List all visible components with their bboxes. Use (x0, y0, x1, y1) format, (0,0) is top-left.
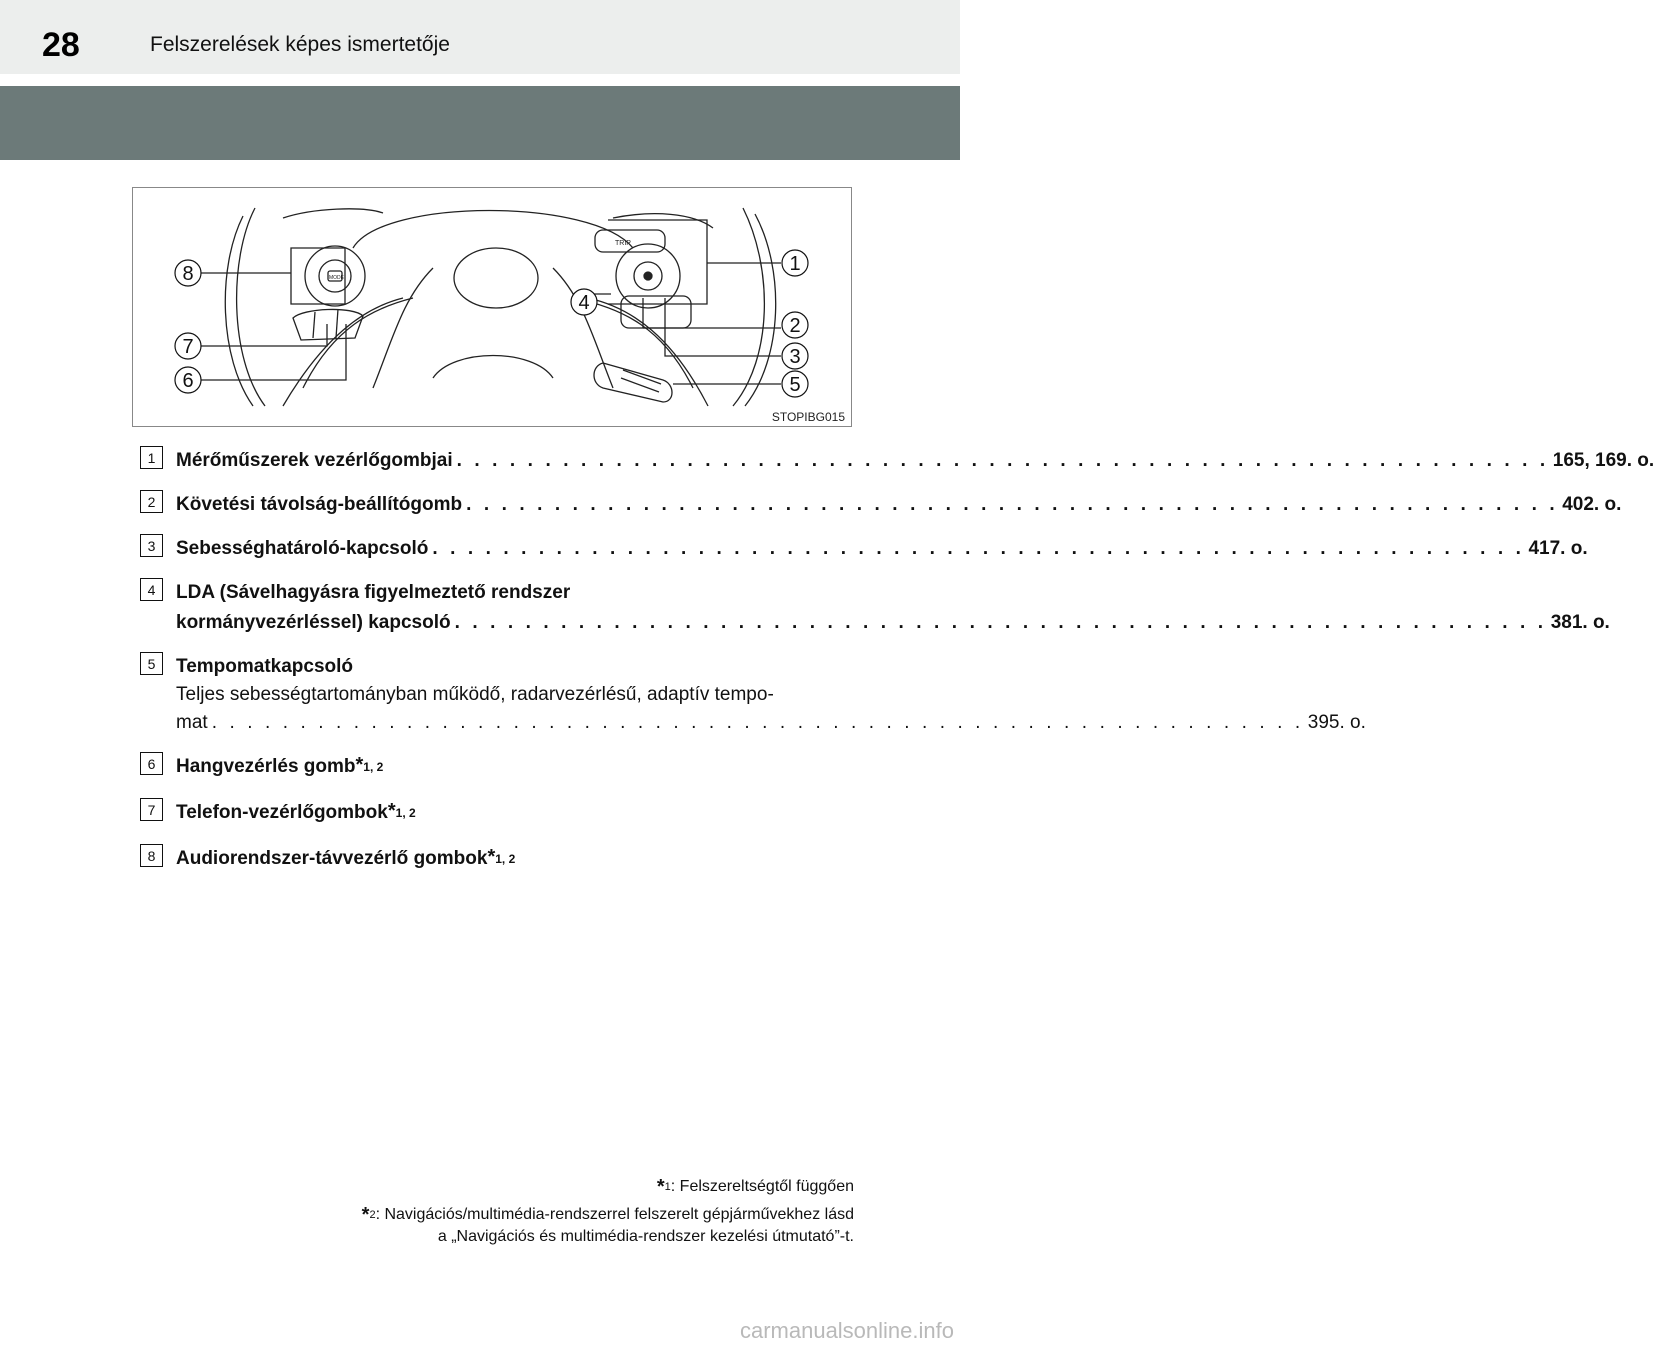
steering-wheel-figure (132, 187, 852, 427)
trip-button-label: TRIP (615, 240, 631, 247)
item-number: 2 (140, 490, 163, 513)
header-band (0, 86, 960, 160)
leader-dots: . . . . . . . . . . . . . . . . . . . . . . . . . . . . . . . . . . . . . . . . . . . . . . . . . . . . . . . . . . . . . . (211, 712, 1304, 733)
item-number: 8 (140, 844, 163, 867)
page-reference[interactable]: 402. o. (1562, 494, 1622, 515)
list-item (140, 534, 1588, 564)
callout-3 (782, 343, 808, 369)
callout-4 (571, 289, 597, 315)
footnote-1: *$^1$: Felszereltségtől függően (656, 1176, 854, 1198)
svg-text:5: 5 (789, 374, 801, 396)
svg-text:2: 2 (789, 315, 801, 337)
item-label-line1: LDA (Sávelhagyásra figyelmeztető rendszer (176, 582, 571, 603)
item-number: 6 (140, 752, 163, 775)
item-label: Sebességhatároló-kapcsoló (176, 538, 429, 559)
page-header (0, 0, 960, 74)
list-item (140, 490, 1622, 520)
svg-text:6: 6 (182, 370, 194, 392)
list-item (140, 844, 860, 876)
watermark: carmanualsonline.info (739, 1318, 954, 1343)
svg-text:7: 7 (182, 336, 194, 358)
list-item (140, 446, 1654, 476)
item-number: 1 (140, 446, 163, 469)
footnote-marker: *1, 2 (355, 754, 384, 776)
footnote-2: *$^2$: Navigációs/multimédia-rendszerrel felszerelt gépjárművekhez lásd a „Navigációs és multimédia-rendszer kezelési útmutató”-t. (361, 1204, 854, 1245)
figure-code: STOPIBG015 (771, 410, 845, 424)
item-number: 3 (140, 534, 163, 557)
mode-button-label: MODE (329, 275, 344, 281)
leader-dots: . . . . . . . . . . . . . . . . . . . . . . . . . . . . . . . . . . . . . . . . . . . . . . . . . . . . . . . . . . . . . . (466, 494, 1559, 515)
callout-5 (782, 371, 808, 397)
leader-dots: . . . . . . . . . . . . . . . . . . . . . . . . . . . . . . . . . . . . . . . . . . . . . . . . . . . . . . . . . . . . . . (454, 612, 1547, 633)
page-number: 28 (42, 26, 80, 64)
leader-dots: . . . . . . . . . . . . . . . . . . . . . . . . . . . . . . . . . . . . . . . . . . . . . . . . . . . . . . . . . . . . . . (432, 538, 1525, 559)
list-item (140, 798, 860, 830)
item-description-end: mat (176, 712, 208, 733)
item-list (140, 446, 1654, 876)
callout-7 (175, 333, 201, 359)
item-label: Követési távolság-beállítógomb (176, 494, 463, 515)
svg-text:3: 3 (789, 346, 801, 368)
list-item (140, 578, 1610, 638)
list-item (140, 652, 1366, 738)
item-label: Audiorendszer-távvezérlő gombok (176, 848, 488, 869)
svg-text:1: 1 (789, 253, 801, 275)
page-reference[interactable]: 381. o. (1550, 612, 1610, 633)
callout-6 (175, 367, 201, 393)
item-label: Hangvezérlés gomb (176, 756, 356, 777)
footnote-marker: *1, 2 (487, 846, 516, 868)
item-label: kormányvezérléssel) kapcsoló (176, 612, 451, 633)
svg-text:4: 4 (578, 292, 590, 314)
callout-1 (782, 250, 808, 276)
footnote-marker: *1, 2 (387, 800, 416, 822)
page-reference[interactable]: 165, 169. o. (1552, 450, 1654, 471)
list-item (140, 752, 860, 784)
item-number: 4 (140, 578, 163, 601)
callout-8 (175, 260, 201, 286)
page-reference[interactable]: 417. o. (1528, 538, 1588, 559)
leader-dots: . . . . . . . . . . . . . . . . . . . . . . . . . . . . . . . . . . . . . . . . . . . . . . . . . . . . . . . . . . . . . . (456, 450, 1549, 471)
item-label: Telefon-vezérlőgombok (176, 802, 388, 823)
page-reference[interactable]: 395. o. (1307, 712, 1366, 733)
svg-text:8: 8 (182, 263, 194, 285)
section-title: Felszerelések képes ismertetője (150, 33, 450, 56)
callout-2 (782, 312, 808, 338)
item-label: Tempomatkapcsoló (176, 656, 354, 677)
item-number: 5 (140, 652, 163, 675)
steering-wheel-illustration (133, 188, 851, 426)
item-number: 7 (140, 798, 163, 821)
item-label: Mérőműszerek vezérlőgombjai (176, 450, 453, 471)
footnotes (234, 1176, 854, 1254)
item-description: Teljes sebességtartományban működő, radarvezérlésű, adaptív tempo- (176, 684, 774, 705)
